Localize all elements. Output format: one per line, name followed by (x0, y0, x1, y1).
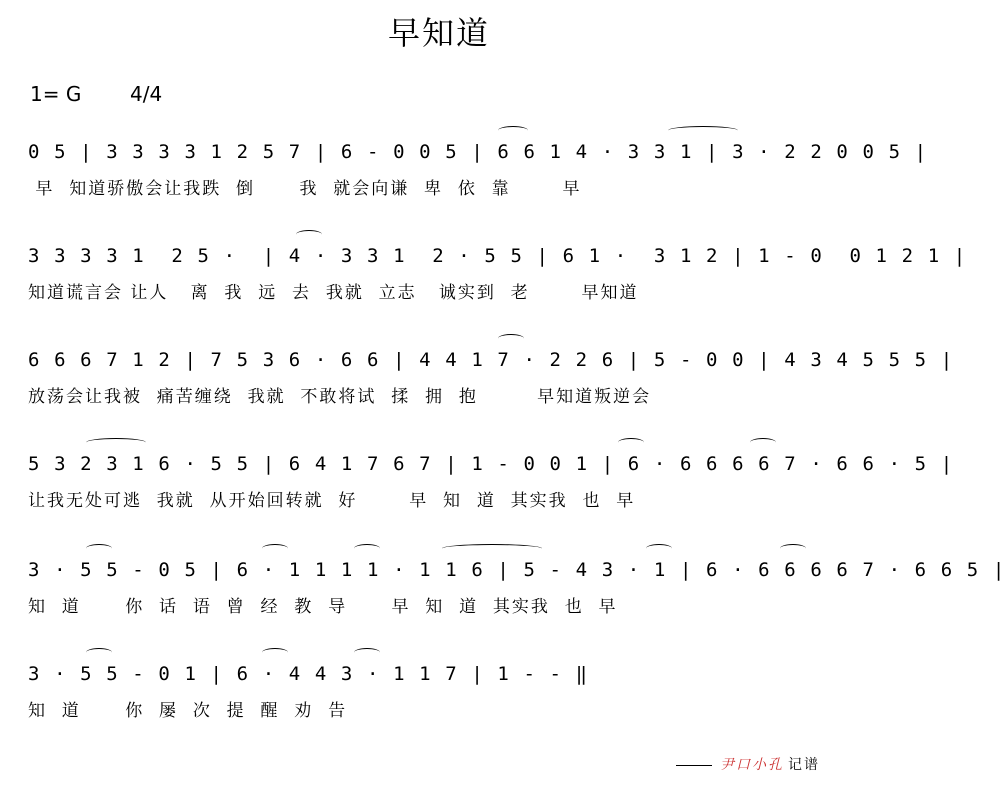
notation-line: 3 · 5 5 - 0 1 | 6 · 4 4 3 · 1 1 7 | 1 - - ‖ (28, 663, 589, 685)
lyric-line: 让我无处可逃 我就 从开始回转就 好 早 知 道 其实我 也 早 (28, 491, 636, 511)
slur-mark (498, 334, 524, 343)
notation-line: 6 6 6 7 1 2 | 7 5 3 6 · 6 6 | 4 4 1 7 · 2 2 6 | 5 - 0 0 | 4 3 4 5 5 5 | (28, 349, 954, 371)
score-system-2 (28, 236, 967, 312)
slur-mark (750, 438, 776, 447)
slur-mark (262, 544, 288, 553)
slur-mark (296, 230, 322, 239)
transcriber-credit (676, 754, 820, 774)
slur-mark (354, 648, 380, 657)
slur-mark (86, 544, 112, 553)
triplet-slur-mark (86, 438, 146, 447)
credit-dash (676, 765, 712, 766)
score-system-4 (28, 444, 954, 520)
notation-line: 5 3 2 3 1 6 · 5 5 | 6 4 1 7 6 7 | 1 - 0 0 1 | 6 · 6 6 6 6 7 · 6 6 · 5 | (28, 453, 954, 475)
lyric-line: 知道谎言会 让人 离 我 远 去 我就 立志 诚实到 老 早知道 (28, 283, 639, 303)
slur-mark (618, 438, 644, 447)
score-system-3 (28, 340, 954, 416)
lyric-line: 知 道 你 屡 次 提 醒 劝 告 (28, 701, 348, 721)
lyric-line: 知 道 你 话 语 曾 经 教 导 早 知 道 其实我 也 早 (28, 597, 618, 617)
lyric-line: 早 知道骄傲会让我跌 倒 我 就会向谦 卑 依 靠 早 (28, 179, 582, 199)
slur-mark (780, 544, 806, 553)
slur-mark (646, 544, 672, 553)
slur-mark (442, 544, 542, 553)
slur-mark (262, 648, 288, 657)
key-signature: 1= G (30, 82, 82, 106)
slur-mark (86, 648, 112, 657)
lyric-line: 放荡会让我被 痛苦缠绕 我就 不敢将试 揉 拥 抱 早知道叛逆会 (28, 387, 652, 407)
slur-mark (498, 126, 528, 135)
notation-line: 0 5 | 3 3 3 3 1 2 5 7 | 6 - 0 0 5 | 6 6 1 4 · 3 3 1 | 3 · 2 2 0 0 5 | (28, 141, 928, 163)
transcriber-name: 尹口小孔 (720, 757, 784, 773)
time-signature: 4/4 (130, 82, 163, 106)
notation-line: 3 · 5 5 - 0 5 | 6 · 1 1 1 1 · 1 1 6 | 5 - 4 3 · 1 | 6 · 6 6 6 6 7 · 6 6 5 | (28, 559, 1006, 581)
slur-mark (668, 126, 738, 135)
score-system-5 (28, 550, 1006, 626)
notation-line: 3 3 3 3 1 2 5 · | 4 · 3 3 1 2 · 5 5 | 6 1 · 3 1 2 | 1 - 0 0 1 2 1 | (28, 245, 967, 267)
song-title: 早知道 (387, 14, 490, 52)
slur-mark (354, 544, 380, 553)
credit-suffix: 记谱 (788, 757, 820, 773)
score-system-6 (28, 654, 850, 730)
score-system-1 (28, 132, 928, 208)
